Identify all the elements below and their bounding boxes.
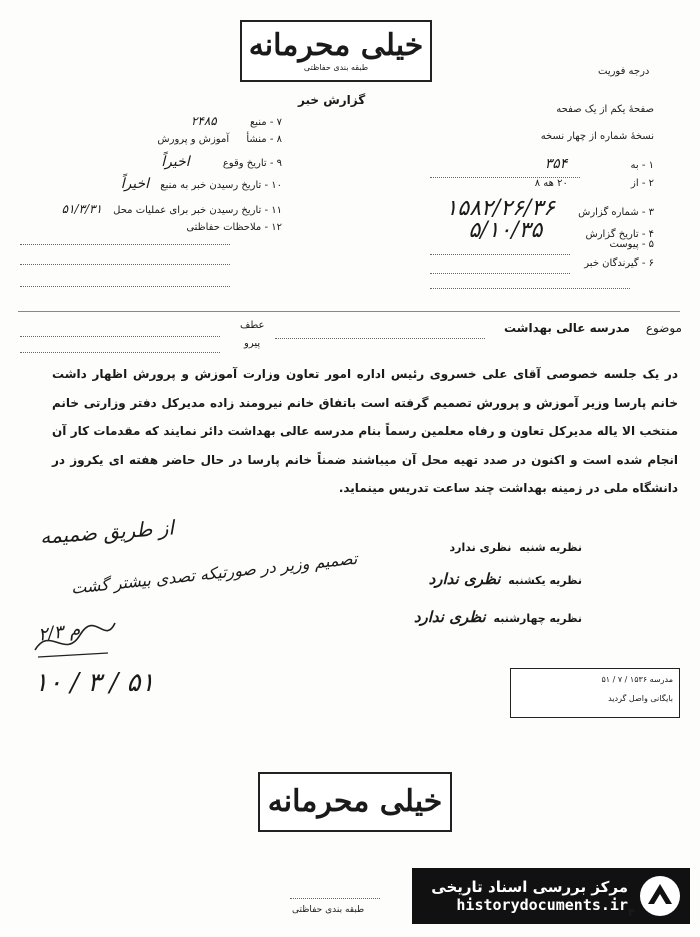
dotted-line [430,254,570,255]
meta-value: اخیراً [120,176,150,192]
opinion-label: نظریه چهارشنبه [493,612,582,625]
dotted-line [20,336,220,337]
opinion-wednesday [414,608,582,626]
dotted-line [275,338,485,339]
handwritten-note-2: تصمیم وزیر در صورتیکه تصدی بیشتر گشت [70,548,359,598]
archive-logo-icon [638,874,682,918]
stamp-text: خیلی محرمانه [248,27,424,63]
follow-up-label: پیرو [244,338,261,349]
subject-line [504,321,682,335]
meta-value: ۱۵۸۲/۲۶/۳۶ [445,196,555,221]
meta-value: ۵/۱۰/۳۵ [468,218,543,243]
subject-value: مدرسه عالی بهداشت [503,321,630,335]
report-title: گزارش خبر [298,93,366,107]
meta-label: ۱۱ - تاریخ رسیدن خبر برای عملیات محل [113,205,282,216]
meta-label: ۱ - به [630,160,654,171]
meta-label: ۷ - منبع [249,117,282,128]
dotted-line [20,286,230,287]
opinion-label: نظریه شنبه [519,541,582,554]
meta-label: ۳ - شماره گزارش [578,207,654,218]
meta-value: ۲۰ هه ۸ [534,178,568,189]
handwritten-date: ۱۰ / ۳ / ۵۱ [34,668,155,698]
dotted-line [20,264,230,265]
meta-label: ۱۰ - تاریخ رسیدن خبر به منبع [160,180,282,191]
site-logo-banner [412,868,690,924]
site-title: مرکز بررسی اسناد تاریخی [431,878,628,896]
meta-item-attachment [609,239,654,250]
meta-item-from [535,178,654,189]
footer-classification: طبقه بندی حفاظتی [292,905,365,915]
opinion-value: نظری ندارد [428,570,501,588]
meta-label: ۵ - پیوست [609,239,654,250]
handwritten-note-1: از طریق ضمیمه [39,515,175,549]
meta-value: اخیراً [161,154,190,170]
meta-item-recipients [584,258,654,269]
top-classification-stamp [240,20,432,82]
meta-item-occurrence-date [161,154,282,170]
receipt-stamp [510,668,680,718]
reference-label: عطف [240,320,265,331]
dotted-line [20,244,230,245]
report-body: در یک جلسه خصوصی آقای علی خسروی رئیس اداره امور تعاون وزارت آموزش و پرورش اظهار داشت خانم پارسا وزیر آموزش و پرورش تصمیم گرفته است باتفاق خانم نیرومند زاده مدیرکل دفتر وزارتی خانم منتخب الا یاله مدیرکل تعاون و رفاه معلمین رسماً بنام مدرسه عالی بهداشت دائر نمایند که مقدمات کار آن انجام شده است و اکنون در صدد تهیه محل آن میباشند ضمناً خانم پارسا در حال حاضر هفته ای یکروز در دانشگاه ملی در زمینه بهداشت چند ساعت تدریس مینماید. [52,367,678,495]
stamp-subtext: طبقه بندی حفاظتی [303,62,369,72]
subject-separator [18,311,680,312]
meta-item-to [545,156,654,172]
meta-value: ۲۴۸۵ [190,114,217,128]
meta-item-received-local [62,202,282,216]
opinion-value: نظری ندارد [413,608,486,626]
opinion-label: نظریه یکشنبه [508,574,582,587]
meta-label: ۹ - تاریخ وقوع [222,158,282,169]
signature-scribble [30,615,120,665]
meta-value: ۳۵۴ [544,156,568,172]
meta-item-received-by-source [121,176,282,192]
meta-label: ۴ - تاریخ گزارش [585,229,654,240]
site-url: historydocuments.ir [456,896,628,914]
priority-label: درجه فوریت [598,66,650,77]
subject-label: موضوع [645,321,682,335]
meta-item-source [191,114,282,128]
meta-label: ۸ - منشأ [246,134,282,145]
dotted-line [20,352,220,353]
meta-value: آموزش و پرورش [157,134,230,145]
meta-value: ۵۱/۳/۳۱ [61,202,102,216]
meta-label: ۶ - گیرندگان خبر [584,258,654,269]
meta-item-origin [157,134,282,145]
handwritten-initials: م ۲/۳ [36,619,82,646]
bottom-classification-stamp [258,772,452,832]
meta-item-security-notes [186,222,282,233]
page-line: صفحهٔ یکم از یک صفحه [556,104,654,115]
dotted-line [430,288,630,289]
dotted-line [430,177,580,178]
dotted-line [430,273,570,274]
receipt-line-2: بایگانی واصل گردید [608,694,673,703]
copy-line: نسخهٔ شماره از چهار نسخه [540,131,654,142]
opinion-sunday [429,570,582,588]
footer-dotted-line [290,898,380,899]
stamp-text: خیلی محرمانه [267,784,443,819]
page-number: ۴ [628,906,635,919]
meta-label: ۲ - از [631,178,654,189]
opinion-value: نظری ندارد [449,541,512,554]
meta-label: ۱۲ - ملاحظات حفاظتی [186,222,282,233]
opinion-saturday [450,541,582,554]
receipt-line-1: مدرسه ۱۵۳۶ / ۷ / ۵۱ [601,675,673,684]
